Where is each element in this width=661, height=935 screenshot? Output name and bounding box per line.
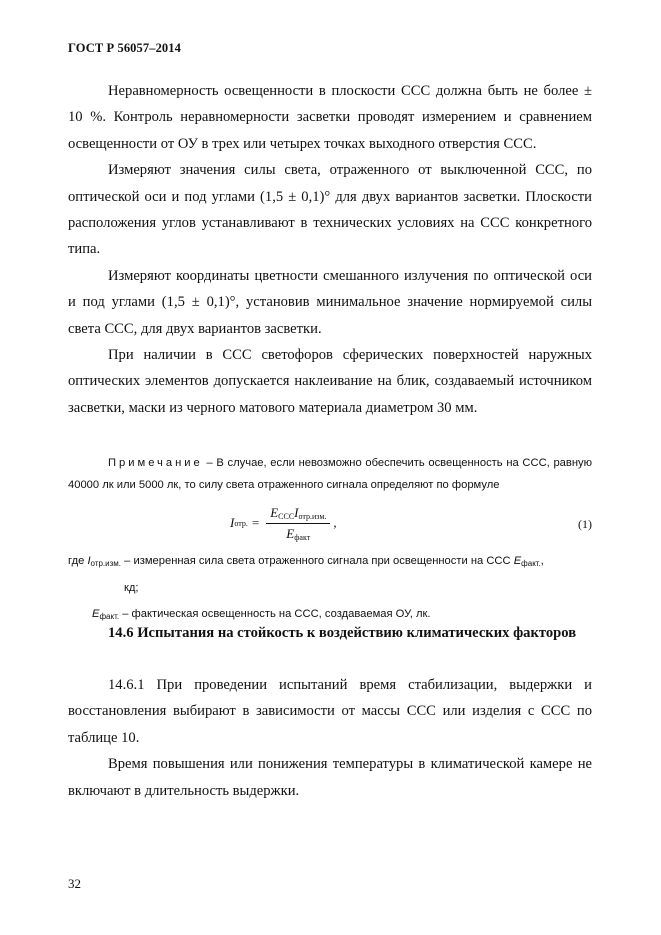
formula-trail: , <box>333 515 337 530</box>
where-var2-sub: факт. <box>99 612 120 621</box>
where-var1b: E <box>513 555 522 567</box>
formula-den-e-sub: факт <box>294 532 311 542</box>
note <box>68 452 592 496</box>
paragraph: При наличии в ССС светофоров сферических поверхностей наружных оптических элементов допускается наклеивание на блик, создаваемый источником засветки, маски из черного матового материала диаметром 30 мм. <box>68 347 592 416</box>
formula-numerator <box>266 505 330 524</box>
where-var1b-sub: факт. <box>521 559 541 568</box>
formula-lhs: I <box>230 515 235 530</box>
formula-equals: = <box>251 515 260 530</box>
page-header: ГОСТ Р 56057–2014 <box>68 41 181 55</box>
formula-num-e: E <box>270 504 279 520</box>
where-line1-text: – измеренная сила света отраженного сигнала при освещенности на ССС <box>121 555 514 567</box>
note-text: – В случае, если невозможно обеспечить освещенность на ССС, равную 40000 лк или 5000 лк, то силу света отраженного сигнала определяют по формуле <box>68 457 592 491</box>
formula-denominator <box>286 524 310 542</box>
formula-lhs-sub: отр. <box>234 518 248 528</box>
formula-num-i-sub: отр.изм. <box>298 511 327 521</box>
note-label: Примечание <box>108 457 203 469</box>
formula-fraction <box>266 505 330 542</box>
formula <box>230 500 337 546</box>
body-section-1 <box>68 78 592 421</box>
where-block <box>68 549 598 629</box>
where-line-1 <box>68 549 598 576</box>
note-paragraph <box>68 452 592 496</box>
body-section-2 <box>68 672 592 804</box>
where-line1-end: , <box>540 555 544 567</box>
paragraph: 14.6.1 При проведении испытаний время стабилизации, выдержки и восстановления выбирают в зависимости от массы ССС или изделия с ССС по таблице 10. <box>68 677 592 746</box>
paragraph: Время повышения или понижения температуры в климатической камере не включают в длительность выдержки. <box>68 756 592 799</box>
where-line3-text: – фактическая освещенность на ССС, создаваемая ОУ, лк. <box>119 608 431 620</box>
page-number: 32 <box>68 876 81 891</box>
section-heading: 14.6 Испытания на стойкость к воздействию климатических факторов <box>108 625 577 641</box>
formula-num-e-sub: ССС <box>278 511 295 521</box>
paragraph: Измеряют значения силы света, отраженного от выключенной ССС, по оптической оси и под углами (1,5 ± 0,1)° для двух вариантов засветки. Плоскости расположения углов устанавливают в технических условиях на ССС конкретного типа. <box>68 162 592 258</box>
paragraph: Неравномерность освещенности в плоскости ССС должна быть не более ± 10 %. Контроль неравномерности засветки проводят измерением и сравнением освещенности от ОУ в трех или четырех точках выходного отверстия ССС. <box>68 83 592 152</box>
where-prefix: где <box>68 555 88 567</box>
where-line-2: кд; <box>124 582 139 594</box>
where-var1-sub: отр.изм. <box>90 559 122 568</box>
formula-num-i: I <box>294 504 299 520</box>
where-var2: E <box>92 608 100 620</box>
where-var1: I <box>87 555 91 567</box>
equation-number: (1) <box>578 517 592 531</box>
formula-den-e: E <box>286 525 295 541</box>
paragraph: Измеряют координаты цветности смешанного излучения по оптической оси и под углами (1,5 ± 0,1)°, установив минимальное значение нормируемой силы света ССС, для двух вариантов засветки. <box>68 267 592 337</box>
